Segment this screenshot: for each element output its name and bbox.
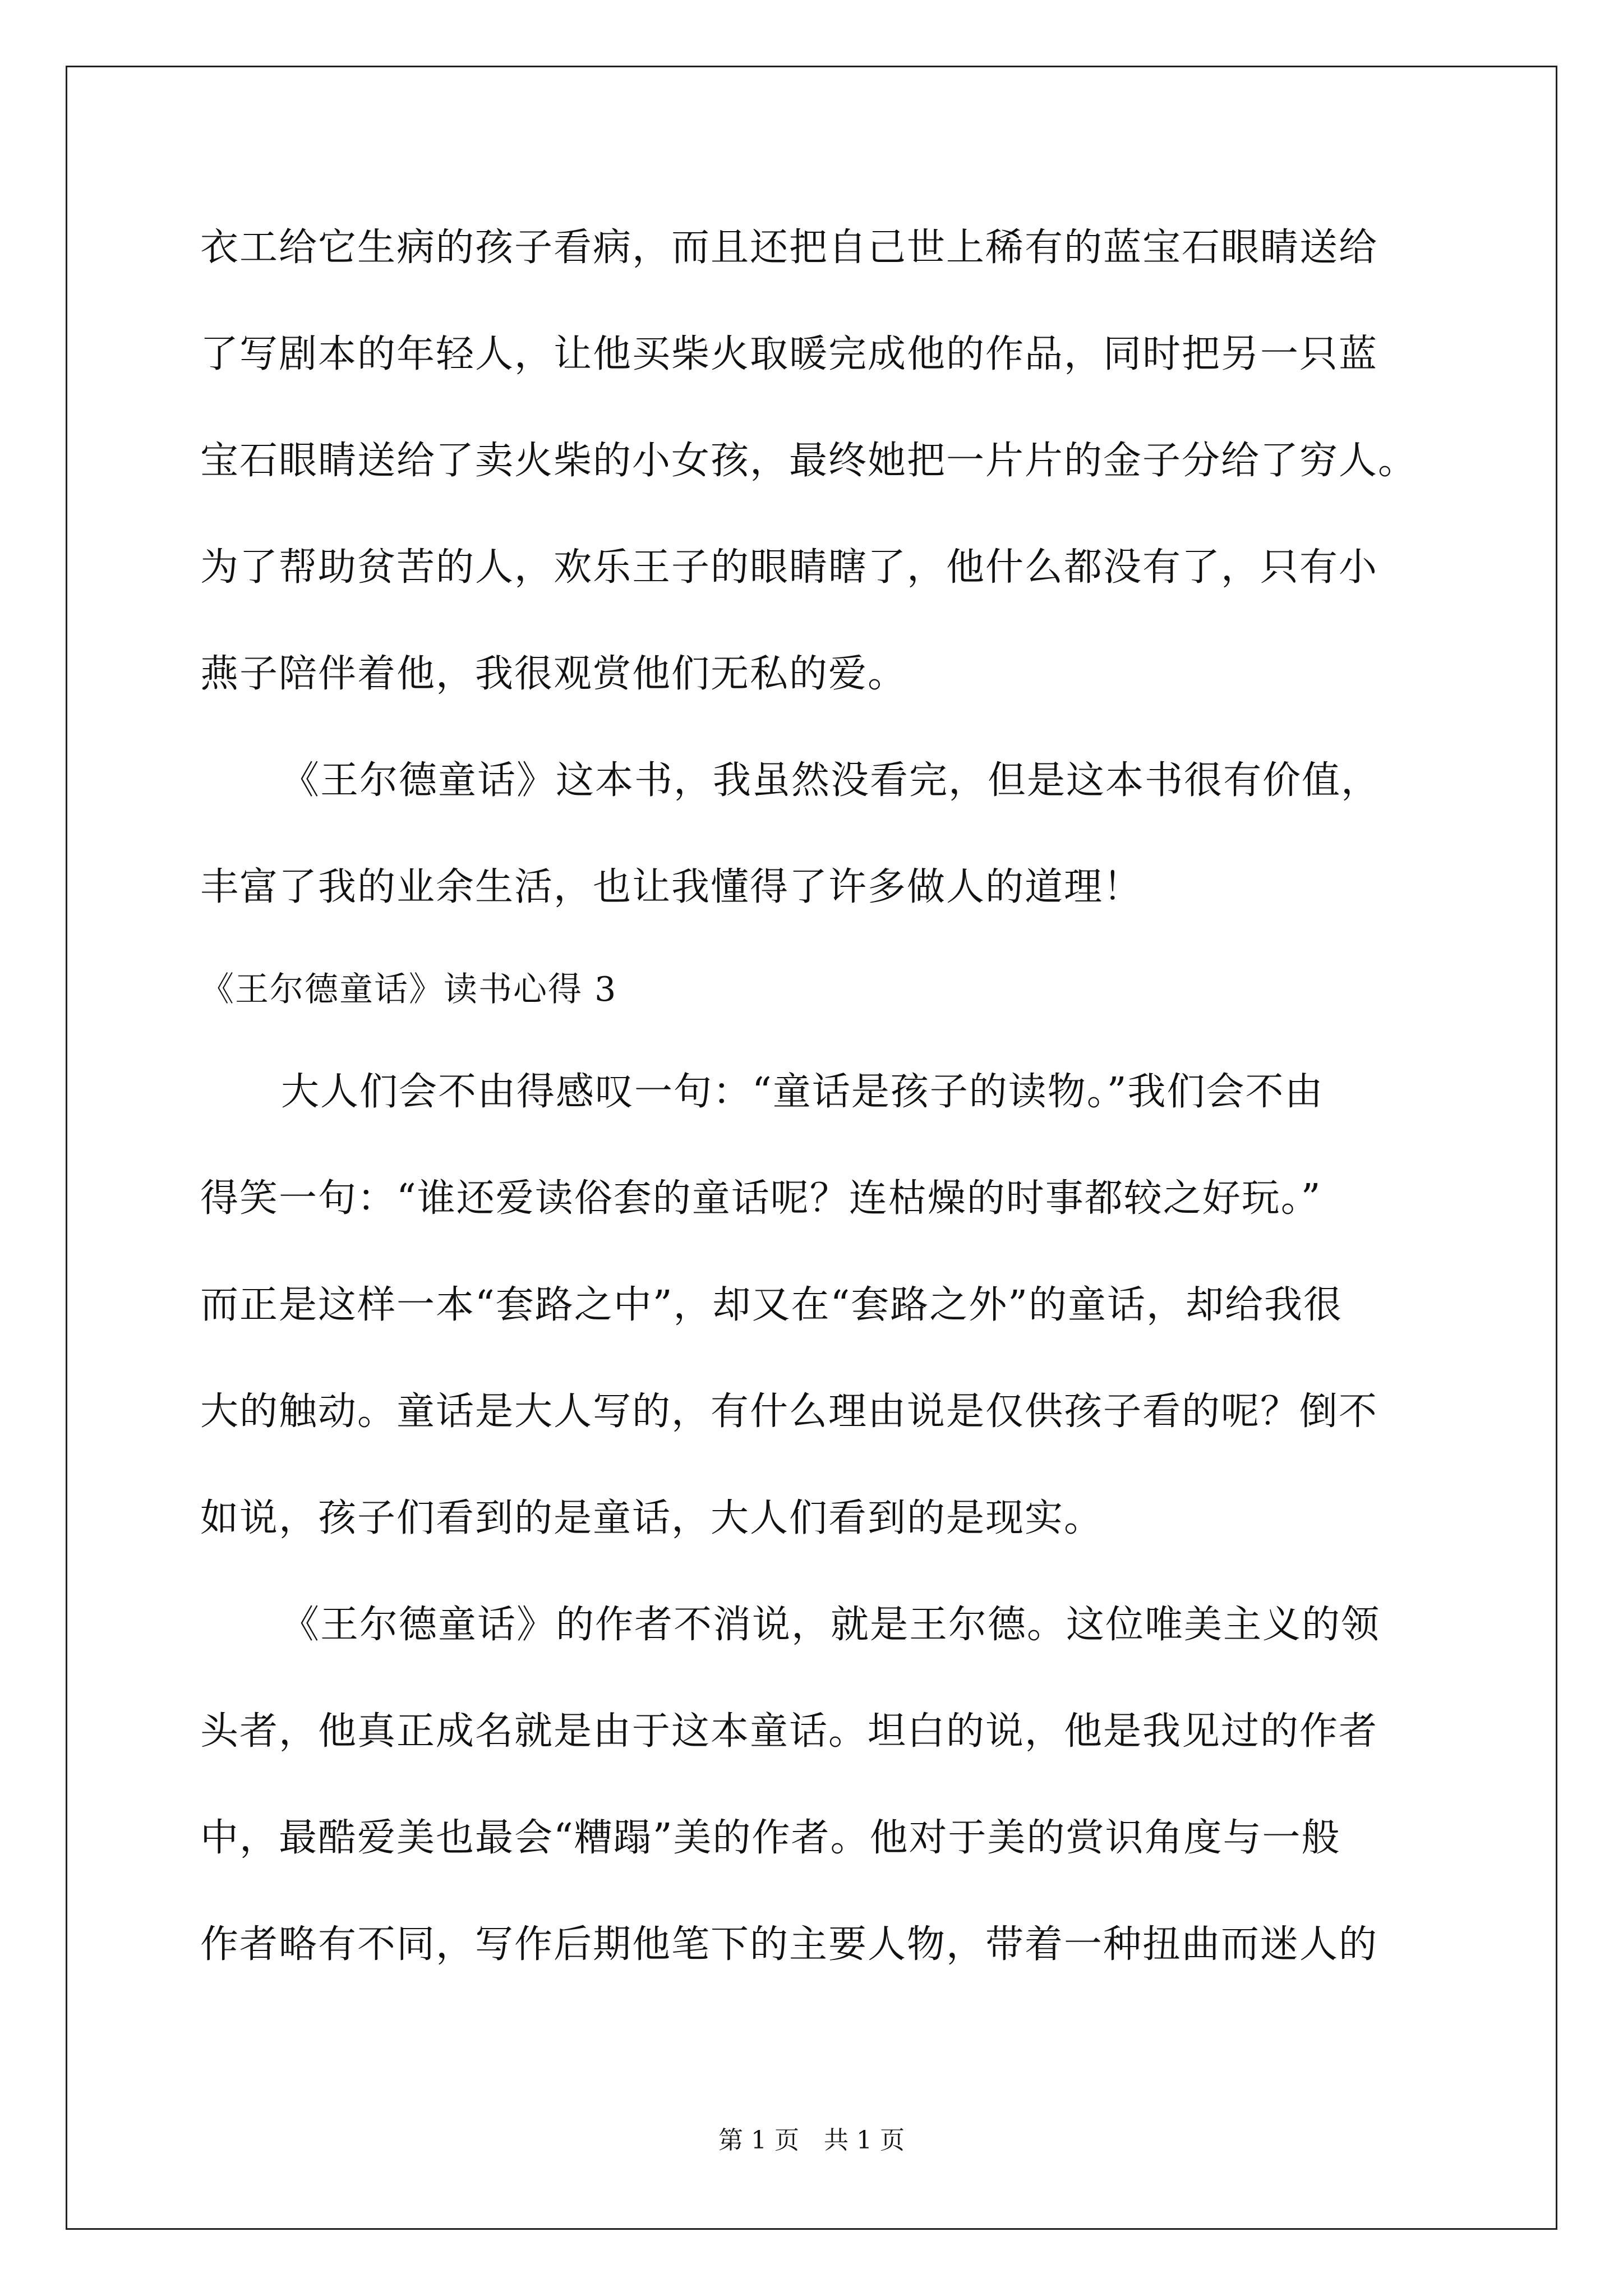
text-line-4: 为了帮助贫苦的人，欢乐王子的眼睛瞎了，他什么都没有了，只有小 [200,545,1378,590]
text-line-11: 而正是这样一本“套路之中”，却又在“套路之外”的童话，却给我很 [200,1283,1343,1327]
text-line-12: 大的触动。童话是大人写的，有什么理由说是仅供孩子看的呢？倒不 [200,1389,1378,1434]
text-line-7: 丰富了我的业余生活，也让我懂得了许多做人的道理！ [200,865,1143,909]
page-border [66,66,1557,2230]
page-number: 第 1 页 共 1 页 [718,2126,905,2155]
text-line-1: 衣工给它生病的孩子看病，而且还把自己世上稀有的蓝宝石眼睛送给 [200,226,1378,270]
text-line-16: 中，最酷爱美也最会“糟蹋”美的作者。他对于美的赏识角度与一般 [200,1816,1341,1860]
text-line-10: 得笑一句：“谁还爱读俗套的童话呢？连枯燥的时事都较之好玩。” [200,1176,1322,1221]
text-line-13: 如说，孩子们看到的是童话，大人们看到的是现实。 [200,1496,1104,1540]
text-line-15: 头者，他真正成名就是由于这本童话。坦白的说，他是我见过的作者 [200,1709,1378,1754]
paragraph-start: 《王尔德童话》这本书，我虽然没看完，但是这本书很有价值， [281,758,1381,803]
text-line-17: 作者略有不同，写作后期他笔下的主要人物，带着一种扭曲而迷人的 [200,1922,1378,1967]
section-heading: 《王尔德童话》读书心得 3 [200,970,617,1009]
text-line-5: 燕子陪伴着他，我很观赏他们无私的爱。 [200,652,907,696]
text-line-2: 了写剧本的年轻人，让他买柴火取暖完成他的作品，同时把另一只蓝 [200,332,1378,376]
paragraph-start: 《王尔德童话》的作者不消说，就是王尔德。这位唯美主义的领 [281,1603,1381,1647]
text-line-3: 宝石眼睛送给了卖火柴的小女孩，最终她把一片片的金子分给了穷人。 [200,439,1418,483]
paragraph-start: 大人们会不由得感叹一句：“童话是孩子的读物。”我们会不由 [281,1070,1324,1114]
